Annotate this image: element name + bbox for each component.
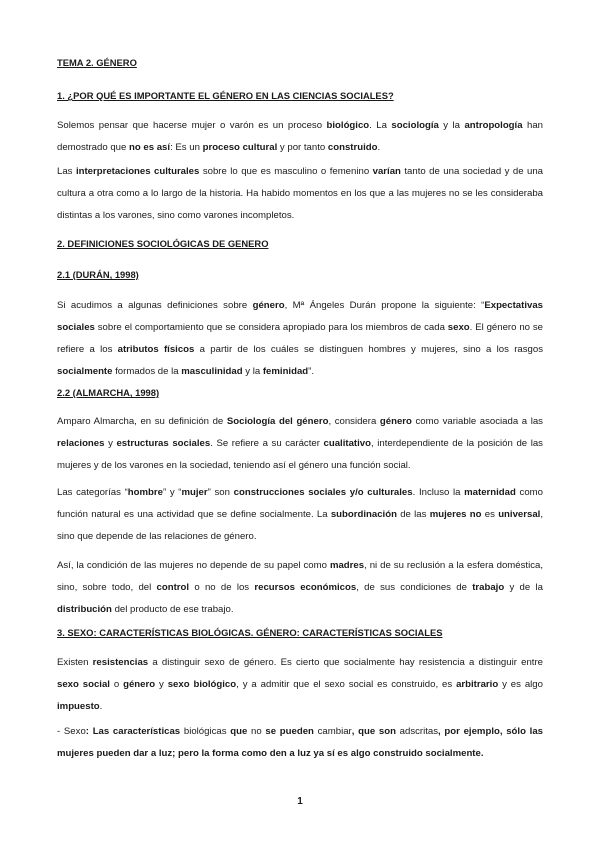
bold-text: antropología (464, 120, 523, 131)
bold-text: Sociología del género (226, 416, 329, 427)
text-run: y la (438, 120, 465, 131)
bold-text: género (379, 416, 412, 427)
bold-text: sexo biológico (167, 679, 237, 690)
bold-text: biológico (326, 120, 370, 131)
bold-text: feminidad (262, 366, 309, 377)
text-run: , considera (328, 416, 380, 427)
text-run: Las (57, 166, 76, 177)
paragraph-7 (57, 652, 543, 718)
text-run: y (155, 679, 168, 690)
paragraph-6 (57, 555, 543, 621)
bold-text: cualitativo (323, 438, 371, 449)
paragraph-5 (57, 482, 543, 548)
bold-text: sexo (447, 322, 470, 333)
text-run: sobre lo que es masculino o femenino (199, 166, 373, 177)
bold-text: hombre (127, 487, 163, 498)
text-run: Las categorías “ (57, 487, 128, 498)
bold-text: se pueden (261, 726, 318, 737)
text-run: y por tanto (277, 142, 328, 153)
text-run: han demostrado que (57, 120, 543, 153)
text-run: a distinguir sexo de género. Es cierto que socialmente hay resistencia a distinguir entre (148, 657, 543, 668)
bold-text: atributos físicos (117, 344, 195, 355)
text-run: como función natural es una actividad que se define socialmente. La (57, 487, 543, 520)
text-run: de las (396, 509, 430, 520)
bold-text: relaciones (57, 438, 105, 449)
bold-text: sexo social (57, 679, 110, 690)
bold-text: mujeres no (429, 509, 482, 520)
text-run: ”. (308, 366, 315, 377)
bold-text: recursos económicos (254, 582, 357, 593)
text-run: , sino que depende de las relaciones de género. (57, 509, 543, 542)
bold-text: subordinación (330, 509, 397, 520)
text-run: adscritas (399, 726, 439, 737)
text-run: y la (242, 366, 263, 377)
bold-text: que (226, 726, 252, 737)
text-run: y de la (504, 582, 543, 593)
bold-text: : Las características (85, 726, 184, 737)
text-run: , interdependiente de la posición de las mujeres y de los varones en la sociedad, teniendo así el género una función social. (57, 438, 543, 471)
bold-text: varían (372, 166, 401, 177)
bold-text: impuesto (57, 701, 100, 712)
heading-section-2-1: 2.1 (DURÁN, 1998) (57, 269, 139, 280)
text-run: , y a admitir que el sexo social es construido, es (236, 679, 457, 690)
paragraph-2 (57, 161, 543, 227)
bold-text: sociología (391, 120, 439, 131)
text-run: a partir de los cuáles se distinguen hombres y mujeres, sino a los rasgos (194, 344, 543, 355)
text-run: . (377, 142, 381, 153)
text-run: . (99, 701, 103, 712)
heading-tema: TEMA 2. GÉNERO (57, 57, 137, 68)
text-run: , de sus condiciones de (356, 582, 473, 593)
text-run: Existen (57, 657, 93, 668)
bold-text: no es así (129, 142, 171, 153)
text-run: no (251, 726, 262, 737)
bold-text: construcciones sociales y/o culturales (233, 487, 413, 498)
heading-section-1: 1. ¿POR QUÉ ES IMPORTANTE EL GÉNERO EN LAS CIENCIAS SOCIALES? (57, 90, 394, 101)
bold-text: socialmente (57, 366, 113, 377)
paragraph-1 (57, 115, 543, 159)
page-number: 1 (297, 796, 303, 807)
bold-text: resistencias (92, 657, 149, 668)
bold-text: control (156, 582, 190, 593)
bold-text: interpretaciones culturales (75, 166, 200, 177)
text-run: cambiar (317, 726, 352, 737)
text-run: biológicas (183, 726, 227, 737)
heading-section-3: 3. SEXO: CARACTERÍSTICAS BIOLÓGICAS. GÉNERO: CARACTERÍSTICAS SOCIALES (57, 627, 443, 638)
bold-text: género (123, 679, 156, 690)
text-run: - Sexo (57, 726, 86, 737)
text-run: : Es un (170, 142, 203, 153)
text-run: del producto de ese trabajo. (111, 604, 234, 615)
bold-text: , por ejemplo, sólo las mujeres pueden dar a luz; pero la forma como den a luz ya sí es algo construido socialmente. (57, 726, 543, 759)
bold-text: universal (498, 509, 541, 520)
bold-text: distribución (57, 604, 112, 615)
bold-text: género (252, 300, 285, 311)
text-run: tanto de una sociedad y de una cultura a otra como a lo largo de la historia. Ha habido momentos en los que a las mujeres no se les consideraba distintas a los varones, sino como varones incompletos. (57, 166, 543, 221)
heading-section-2: 2. DEFINICIONES SOCIOLÓGICAS DE GENERO (57, 238, 269, 249)
text-run: . El género no se refiere a los (57, 322, 543, 355)
paragraph-8 (57, 721, 543, 765)
text-run: formados de la (112, 366, 182, 377)
bold-text: proceso cultural (202, 142, 278, 153)
text-run: ” y “ (162, 487, 182, 498)
text-run: . Se refiere a su carácter (210, 438, 324, 449)
text-run: como variable asociada a las (411, 416, 543, 427)
bold-text: madres (329, 560, 365, 571)
bold-text: arbitrario (456, 679, 499, 690)
text-run: Así, la condición de las mujeres no depende de su papel como (57, 560, 330, 571)
paragraph-4 (57, 411, 543, 477)
text-run: y (104, 438, 117, 449)
text-run: . Incluso la (412, 487, 465, 498)
text-run: o no de los (189, 582, 255, 593)
text-run: , Mª Ángeles Durán propone la siguiente: “ (284, 300, 485, 311)
bold-text: estructuras sociales (116, 438, 211, 449)
bold-text: mujer (181, 487, 208, 498)
text-run: Si acudimos a algunas definiciones sobre (57, 300, 253, 311)
text-run: es (481, 509, 499, 520)
text-run: Amparo Almarcha, en su definición de (57, 416, 227, 427)
bold-text: maternidad (464, 487, 516, 498)
text-run: , ni de su reclusión a la esfera doméstica, sino, sobre todo, del (57, 560, 543, 593)
heading-section-2-2: 2.2 (ALMARCHA, 1998) (57, 387, 160, 398)
text-run: sobre el comportamiento que se considera apropiado para los miembros de cada (94, 322, 448, 333)
bold-text: Expectativas sociales (57, 300, 543, 333)
bold-text: construido (327, 142, 378, 153)
bold-text: masculinidad (181, 366, 243, 377)
text-run: . La (369, 120, 392, 131)
text-run: y es algo (498, 679, 543, 690)
bold-text: trabajo (472, 582, 505, 593)
paragraph-3 (57, 295, 543, 383)
text-run: Solemos pensar que hacerse mujer o varón es un proceso (57, 120, 327, 131)
text-run: ” son (207, 487, 234, 498)
text-run: o (109, 679, 124, 690)
bold-text: , que son (351, 726, 400, 737)
